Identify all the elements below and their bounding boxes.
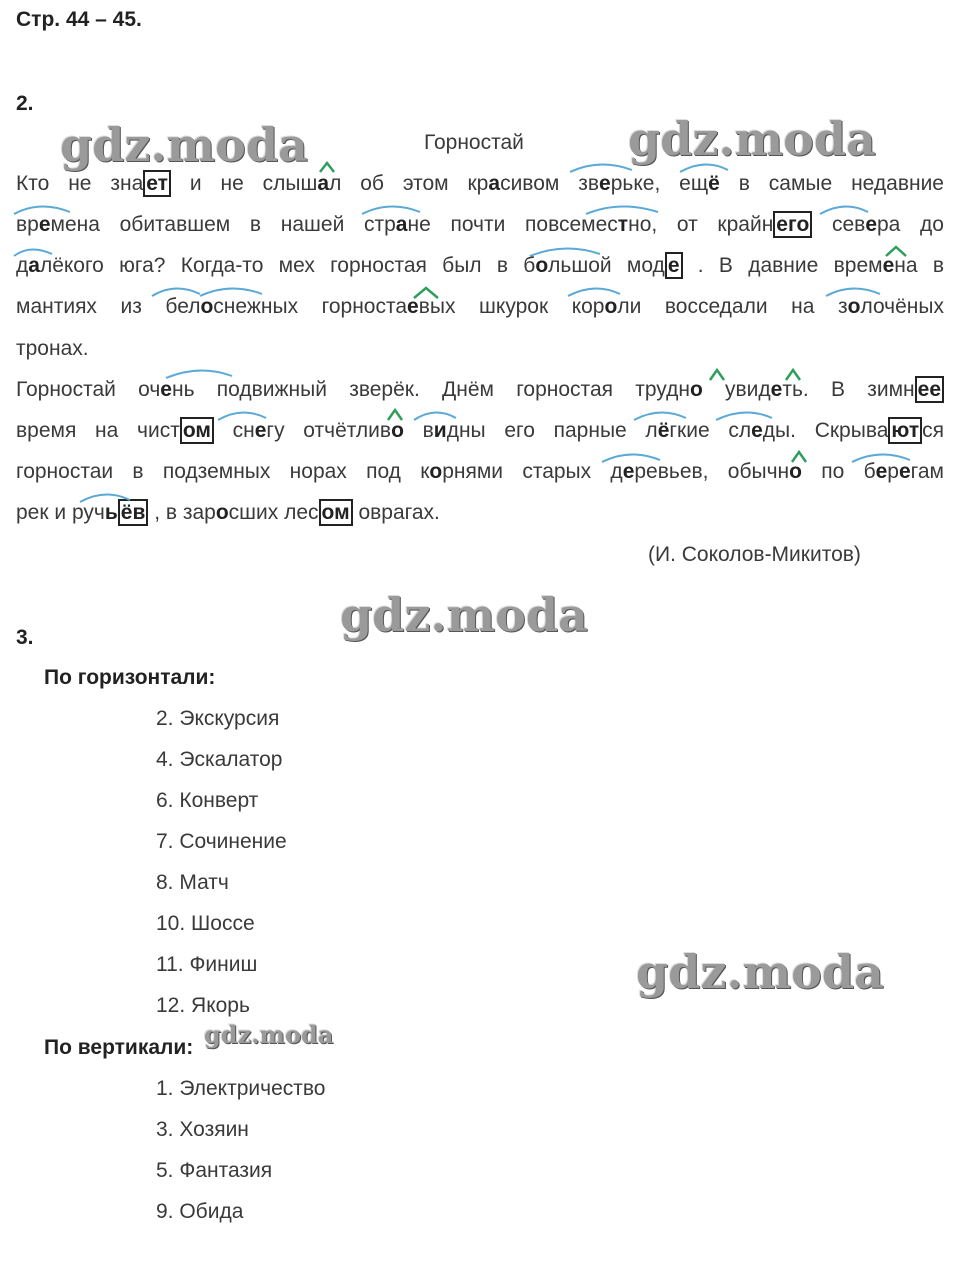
page-header: Стр. 44 – 45. xyxy=(16,8,142,31)
horizontal-label: По горизонтали: xyxy=(44,666,216,689)
checked-vowel: о xyxy=(535,254,549,277)
checked-vowel: а xyxy=(395,213,408,236)
checked-vowel: е xyxy=(622,460,635,483)
answer-item: 9. Обида xyxy=(156,1200,244,1223)
checked-vowel: е xyxy=(38,213,51,236)
boxed-ending: ёв xyxy=(118,499,149,526)
checked-vowel: е xyxy=(882,254,895,277)
checked-vowel: а xyxy=(317,172,330,195)
checked-vowel: е xyxy=(599,172,611,195)
answer-item: 8. Матч xyxy=(156,871,229,894)
text-line: время на чист ом снегу отчётливо видны его парные лёгкие следы. Скрыва ют ся xyxy=(16,419,944,442)
checked-vowel: е xyxy=(751,419,763,442)
text-line: далёкого юга? Когда-то мех горностая был в большой мод е . В давние времена в xyxy=(16,254,944,277)
boxed-ending: ет xyxy=(143,170,171,197)
answer-item: 3. Хозяин xyxy=(156,1118,249,1141)
checked-vowel: о xyxy=(429,460,443,483)
boxed-ending: е xyxy=(665,252,683,279)
text-line: времена обитавшем в нашей стране почти повсеместно, от крайн его севера до xyxy=(16,213,944,236)
text-line: рек и ручь ёв , в заросших лес ом оврагах. xyxy=(16,501,440,524)
checked-vowel: е xyxy=(407,295,419,318)
text-title: Горностай xyxy=(424,131,524,154)
answer-item: 1. Электричество xyxy=(156,1077,326,1100)
task-2-number: 2. xyxy=(16,92,34,115)
text-author: (И. Соколов-Микитов) xyxy=(648,543,861,566)
checked-vowel: ё xyxy=(708,172,720,195)
checked-vowel: а xyxy=(488,172,501,195)
answer-item: 4. Эскалатор xyxy=(156,748,283,771)
text-line: Кто не зна ет и не слышал об этом красивом зверьке, ещё в самые недавние xyxy=(16,172,944,195)
watermark-logo: gdz.moda xyxy=(636,945,884,999)
checked-vowel: о xyxy=(789,460,802,483)
task-3-number: 3. xyxy=(16,626,34,649)
checked-vowel: и xyxy=(433,419,447,442)
boxed-ending: его xyxy=(773,211,812,238)
checked-vowel: о xyxy=(689,378,703,401)
text-line: тронах. xyxy=(16,337,89,360)
checked-vowel: е xyxy=(160,378,172,401)
answer-item: 7. Сочинение xyxy=(156,830,287,853)
checked-vowel: е xyxy=(865,213,877,236)
checked-vowel: е xyxy=(898,460,911,483)
answer-item: 12. Якорь xyxy=(156,994,250,1017)
text-line: горностаи в подземных норах под корнями старых деревьев, обычно по берегам xyxy=(16,460,944,483)
checked-vowel: о xyxy=(847,295,861,318)
boxed-ending: ее xyxy=(915,376,944,403)
boxed-ending: ют xyxy=(888,417,922,444)
checked-vowel: о xyxy=(604,295,618,318)
watermark-logo: gdz.moda xyxy=(340,588,588,642)
checked-vowel: о xyxy=(391,419,404,442)
answer-item: 5. Фантазия xyxy=(156,1159,273,1182)
text-line: Горностай очень подвижный зверёк. Днём горностая трудно увидеть. В зимн ее xyxy=(16,378,944,402)
checked-vowel: е xyxy=(875,460,888,483)
checked-vowel: е xyxy=(254,419,267,442)
checked-vowel: а xyxy=(28,254,40,277)
checked-vowel: о xyxy=(215,501,229,524)
answer-item: 11. Финиш xyxy=(156,953,258,976)
checked-vowel: ё xyxy=(657,419,670,442)
boxed-ending: ом xyxy=(319,499,353,526)
watermark-logo: gdz.moda xyxy=(204,1020,334,1049)
vertical-label: По вертикали: xyxy=(44,1036,194,1059)
boxed-ending: ом xyxy=(180,417,214,444)
answer-item: 2. Экскурсия xyxy=(156,707,280,730)
text-line: мантиях из белоснежных горностаевых шкурок короли восседали на золочёных xyxy=(16,295,944,318)
checked-vowel: е xyxy=(770,378,783,401)
answer-item: 10. Шоссе xyxy=(156,912,255,935)
checked-vowel: о xyxy=(200,295,214,318)
watermark-logo: gdz.moda xyxy=(628,112,876,166)
watermark-logo: gdz.moda xyxy=(60,118,308,172)
checked-vowel: ь xyxy=(104,501,118,524)
answer-item: 6. Конверт xyxy=(156,789,259,812)
checked-vowel: т xyxy=(617,213,629,236)
